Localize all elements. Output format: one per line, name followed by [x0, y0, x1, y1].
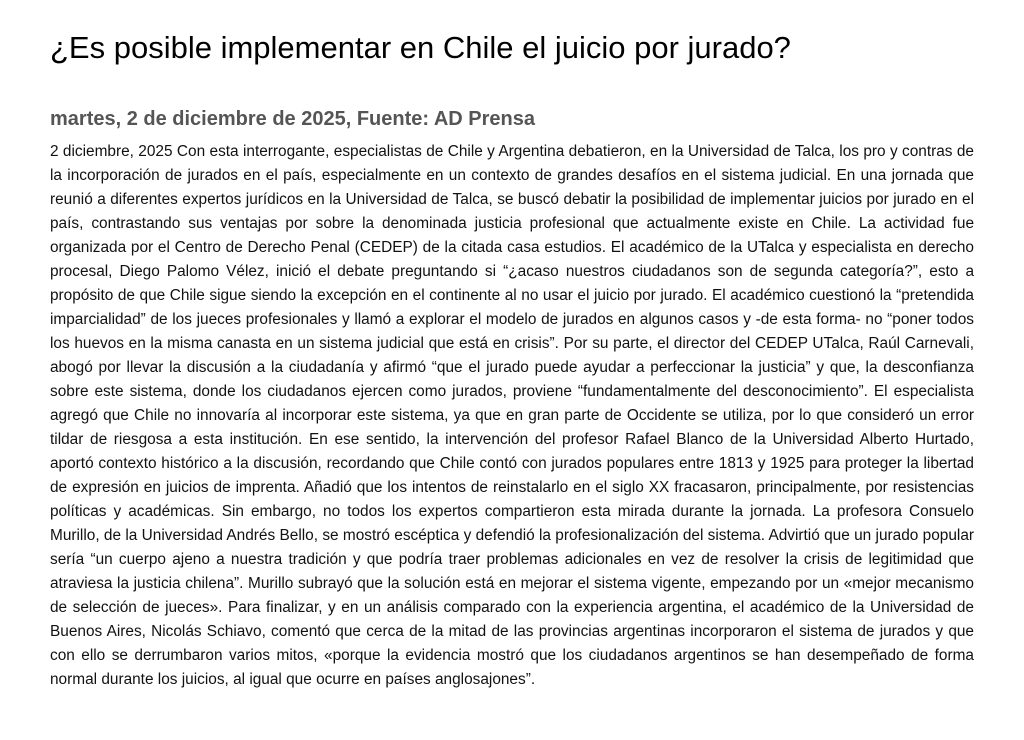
article — [50, 28, 974, 692]
article-title: ¿Es posible implementar en Chile el juicio por jurado? — [50, 30, 791, 65]
article-meta: martes, 2 de diciembre de 2025, Fuente: AD Prensa — [50, 108, 536, 130]
article-body: 2 diciembre, 2025 Con esta interrogante, especialistas de Chile y Argentina debatieron, en la Universidad de Talca, los pro y contras de la incorporación de jurados en el país, especialmente en un contexto de grandes desafíos en el sistema judicial. En una jornada que reunió a diferentes expertos jurídicos en la Universidad de Talca, se buscó debatir la posibilidad de implementar juicios por jurado en el país, contrastando sus ventajas por sobre la denominada justicia profesional que actualmente existe en Chile. La actividad fue organizada por el Centro de Derecho Penal (CEDEP) de la citada casa estudios. El académico de la UTalca y especialista en derecho procesal, Diego Palomo Vélez, inició el debate preguntando si “¿acaso nuestros ciudadanos son de segunda categoría?”, esto a propósito de que Chile sigue siendo la excepción en el continente al no usar el juicio por jurado. El académico cuestionó la “pretendida imparcialidad” de los jueces profesionales y llamó a explorar el modelo de jurados en algunos casos y -de esta forma- no “poner todos los huevos en la misma canasta en un sistema judicial que está en crisis”. Por su parte, el director del CEDEP UTalca, Raúl Carnevali, abogó por llevar la discusión a la ciudadanía y afirmó “que el jurado puede ayudar a perfeccionar la justicia” y que, la desconfianza sobre este sistema, donde los ciudadanos ejercen como jurados, proviene “fundamentalmente del desconocimiento”. El especialista agregó que Chile no innovaría al incorporar este sistema, ya que en gran parte de Occidente se utiliza, por lo que consideró un error tildar de riesgosa a esta institución. En ese sentido, la intervención del profesor Rafael Blanco de la Universidad Alberto Hurtado, aportó contexto histórico a la discusión, recordando que Chile contó con jurados populares entre 1813 y 1925 para proteger la libertad de expresión en juicios de imprenta. Añadió que los intentos de reinstalarlo en el siglo XX fracasaron, principalmente, por resistencias políticas y académicas. Sin embargo, no todos los expertos compartieron esta mirada durante la jornada. La profesora Consuelo Murillo, de la Universidad Andrés Bello, se mostró escéptica y defendió la profesionalización del sistema. Advirtió que un jurado popular sería “un cuerpo ajeno a nuestra tradición y que podría traer problemas adicionales en vez de resolver la crisis de legitimidad que atraviesa la justicia chilena”. Murillo subrayó que la solución está en mejorar el sistema vigente, empezando por un «mejor mecanismo de selección de jueces». Para finalizar, y en un análisis comparado con la experiencia argentina, el académico de la Universidad de Buenos Aires, Nicolás Schiavo, comentó que cerca de la mitad de las provincias argentinas incorporaron el sistema de jurados y que con ello se derrumbaron varios mitos, «porque la evidencia mostró que los ciudadanos argentinos se han desempeñado de forma normal durante los juicios, al igual que ocurre en países anglosajones”. — [50, 143, 974, 688]
